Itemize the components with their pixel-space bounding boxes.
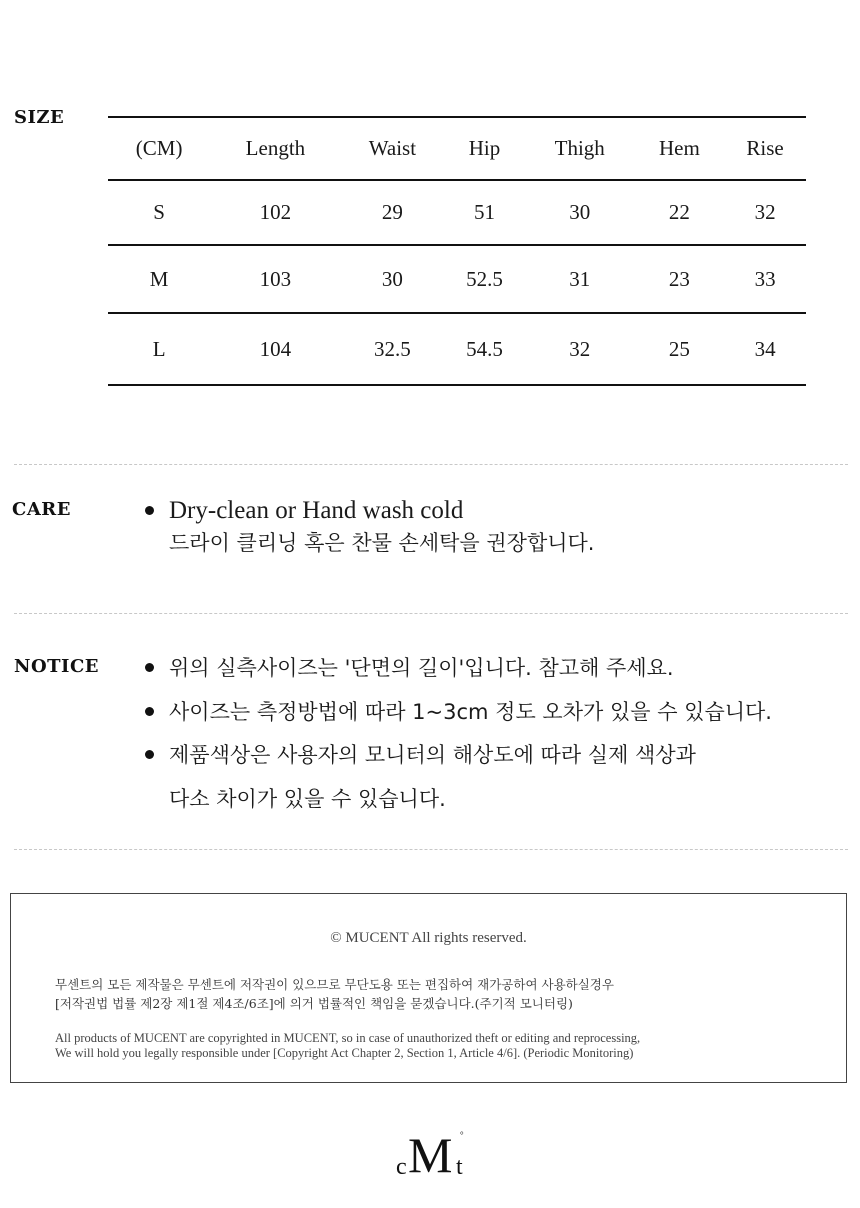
size-table — [108, 116, 806, 386]
table-cell: 32 — [754, 200, 776, 224]
notice-item-continuation: 다소 차이가 있을 수 있습니다. — [169, 787, 446, 811]
table-row — [108, 180, 806, 245]
table-cell: 29 — [381, 200, 403, 224]
care-section-label: CARE — [12, 499, 71, 520]
size-section-label: SIZE — [14, 107, 65, 128]
header-waist: Waist — [368, 136, 417, 160]
table-cell: 32 — [569, 336, 591, 361]
table-cell: L — [152, 336, 166, 361]
table-row — [108, 313, 806, 385]
bullet-icon — [145, 506, 154, 515]
header-thigh: Thigh — [554, 136, 605, 160]
header-unit: (CM) — [135, 136, 183, 160]
table-cell: 34 — [754, 336, 776, 361]
logo-letter: t — [456, 1154, 463, 1180]
bullet-icon — [145, 750, 154, 759]
table-row — [108, 245, 806, 313]
table-cell: S — [153, 200, 165, 224]
table-cell: 30 — [569, 200, 591, 224]
copyright-ko-line: [저작권법 법률 제2장 제1절 제4조/6조]에 의거 법률적인 책임을 묻겠습니다.(주기적 모니터링) — [55, 996, 573, 1011]
header-hem: Hem — [658, 136, 700, 160]
table-cell: 102 — [259, 200, 292, 224]
header-length: Length — [245, 136, 306, 160]
table-cell: 22 — [668, 200, 690, 224]
notice-item-text: 위의 실측사이즈는 '단면의 길이'입니다. 참고해 주세요. — [169, 656, 674, 680]
table-cell: 25 — [668, 336, 690, 361]
table-cell: 51 — [473, 200, 495, 224]
bullet-icon — [145, 707, 154, 716]
table-cell: 104 — [259, 336, 292, 361]
bullet-icon — [145, 663, 154, 672]
table-cell: 103 — [259, 266, 292, 291]
copyright-ko-line: 무센트의 모든 제작물은 무센트에 저작권이 있으므로 무단도용 또는 편집하여 재가공하여 사용하실경우 — [55, 977, 614, 992]
header-hip: Hip — [468, 136, 501, 160]
care-text-en: Dry-clean or Hand wash cold — [169, 497, 464, 524]
section-divider — [14, 464, 848, 465]
table-cell: 52.5 — [466, 266, 503, 291]
care-instruction-en — [145, 497, 463, 525]
copyright-title: © MUCENT All rights reserved. — [330, 930, 527, 946]
copyright-box — [10, 893, 847, 1083]
table-cell: 32.5 — [374, 336, 411, 361]
table-cell: 54.5 — [466, 336, 503, 361]
copyright-en-line: We will hold you legally responsible under [Copyright Act Chapter 2, Section 1, Article 4/6]. (Periodic Monitoring) — [55, 1046, 634, 1060]
notice-item-text: 사이즈는 측정방법에 따라 1~3cm 정도 오차가 있을 수 있습니다. — [169, 700, 772, 724]
header-rise: Rise — [746, 136, 784, 160]
notice-section-label: NOTICE — [14, 656, 99, 677]
notice-item — [145, 696, 772, 726]
brand-logo — [396, 1127, 468, 1186]
table-cell: M — [149, 266, 169, 291]
logo-letter: c — [396, 1154, 407, 1180]
care-instruction-ko: 드라이 클리닝 혹은 찬물 손세탁을 권장합니다. — [169, 531, 595, 555]
table-cell: 31 — [569, 266, 591, 291]
table-cell: 30 — [381, 266, 403, 291]
logo-letter: M — [408, 1127, 453, 1183]
section-divider — [14, 849, 848, 850]
logo-mark: ° — [460, 1130, 464, 1140]
notice-item — [145, 652, 674, 682]
section-divider — [14, 613, 848, 614]
table-cell: 23 — [668, 266, 690, 291]
size-table-header-row — [108, 117, 806, 180]
notice-item-text: 제품색상은 사용자의 모니터의 해상도에 따라 실제 색상과 — [169, 743, 696, 767]
copyright-en-line: All products of MUCENT are copyrighted in MUCENT, so in case of unauthorized theft or editing and reprocessing, — [55, 1031, 641, 1045]
table-cell: 33 — [754, 266, 776, 291]
notice-item — [145, 739, 696, 769]
